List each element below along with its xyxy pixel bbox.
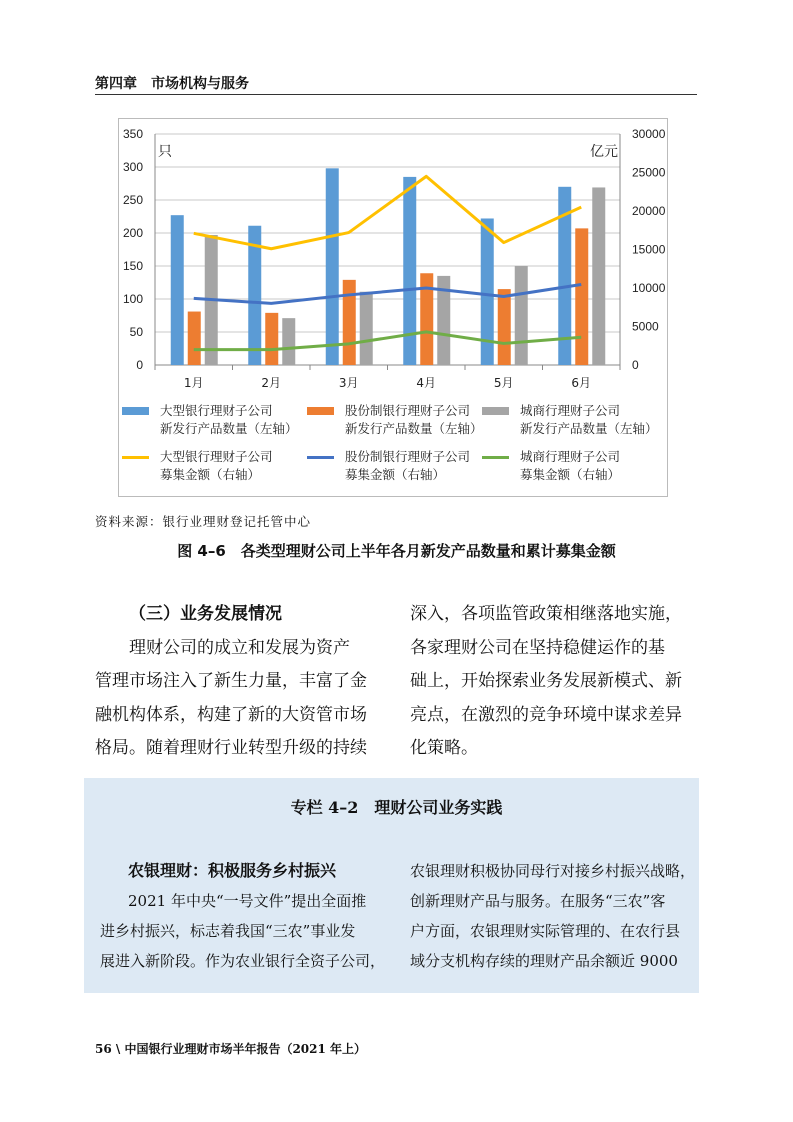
y-tick-label: 350 <box>122 127 143 141</box>
bar-3-2月 <box>282 318 295 365</box>
bar-2-3月 <box>343 280 356 365</box>
text-line: 2021 年中央“一号文件”提出全面推 <box>128 892 367 910</box>
legend-label: 城商行理财子公司 <box>520 449 621 464</box>
y2-tick-label: 0 <box>632 358 639 372</box>
text-line: 亮点，在激烈的竞争环境中谋求差异 <box>410 704 682 725</box>
box-heading: 农银理财：积极服务乡村振兴 <box>128 861 337 880</box>
legend-sublabel: 募集金额（右轴） <box>345 467 446 482</box>
legend-label: 城商行理财子公司 <box>520 403 621 418</box>
legend-label: 大型银行理财子公司 <box>160 403 273 418</box>
bar-1-1月 <box>171 215 184 365</box>
legend-label: 股份制银行理财子公司 <box>345 403 471 418</box>
y-tick-label: 200 <box>122 226 143 240</box>
legend-sublabel: 募集金额（右轴） <box>520 467 621 482</box>
legend-item <box>520 448 620 484</box>
y2-tick-label: 15000 <box>632 242 666 257</box>
text-line: 各家理财公司在坚持稳健运作的基 <box>410 637 665 658</box>
box-right-column <box>410 856 700 976</box>
bar-3-3月 <box>360 292 373 365</box>
legend-line-swatch <box>307 456 334 459</box>
box-title: 专栏 4–2 理财公司业务实践 <box>290 798 503 817</box>
source-note: 资料来源：银行业理财登记托管中心 <box>95 514 312 529</box>
y2-tick-label: 20000 <box>632 204 666 218</box>
bar-3-5月 <box>515 266 528 365</box>
bar-2-2月 <box>265 313 278 365</box>
y-tick-label: 250 <box>122 193 143 207</box>
bar-1-3月 <box>326 168 339 365</box>
y2-tick-label: 30000 <box>632 127 666 141</box>
left-column <box>95 598 383 766</box>
text-line: 创新理财产品与服务。在服务“三农”客 <box>410 892 666 910</box>
y2-tick-label: 5000 <box>632 319 659 334</box>
x-tick-label: 1月 <box>183 376 204 390</box>
bar-2-6月 <box>575 228 588 365</box>
x-tick-label: 2月 <box>261 376 282 390</box>
text-line: 展进入新阶段。作为农业银行全资子公司， <box>100 952 386 970</box>
legend-sublabel: 募集金额（右轴） <box>160 467 261 482</box>
legend-line-swatch <box>122 456 149 459</box>
legend-bar-swatch <box>482 407 509 415</box>
text-line: 格局。随着理财行业转型升级的持续 <box>95 738 367 758</box>
legend-item <box>345 402 483 438</box>
text-line: 础上，开始探索业务发展新模式、新 <box>410 671 682 691</box>
x-tick-label: 3月 <box>338 376 359 390</box>
box-left-column <box>100 856 385 976</box>
legend-label: 大型银行理财子公司 <box>160 449 273 464</box>
y-tick-label: 300 <box>122 160 143 174</box>
figure-title: 图 4–6 各类型理财公司上半年各月新发产品数量和累计募集金额 <box>177 542 616 560</box>
bar-3-6月 <box>592 187 605 365</box>
legend-sublabel: 新发行产品数量（左轴） <box>520 421 658 436</box>
text-line: 理财公司的成立和发展为资产 <box>129 637 350 658</box>
x-tick-label: 5月 <box>493 376 514 390</box>
x-tick-label: 4月 <box>416 376 437 390</box>
chapter-header: 第四章 市场机构与服务 <box>95 76 249 92</box>
header-divider <box>95 94 697 95</box>
y2-tick-label: 25000 <box>632 165 666 180</box>
chart <box>118 118 668 497</box>
legend-item <box>345 448 470 484</box>
bar-1-4月 <box>403 177 416 365</box>
legend-line-swatch <box>482 456 509 459</box>
text-line: 化策略。 <box>410 738 478 758</box>
y-tick-label: 100 <box>122 292 143 306</box>
text-line: 进乡村振兴，标志着我国“三农”事业发 <box>100 922 356 940</box>
x-tick-label: 6月 <box>571 376 592 390</box>
text-line: 深入，各项监管政策相继落地实施， <box>410 604 682 624</box>
text-line: 管理市场注入了新生力量，丰富了金 <box>95 671 367 691</box>
y-axis-unit: 只 <box>158 144 172 160</box>
legend-item <box>520 402 658 438</box>
page-footer: 56 \ 中国银行业理财市场半年报告（2021 年上） <box>95 1042 367 1056</box>
legend-sublabel: 新发行产品数量（左轴） <box>345 421 483 436</box>
text-line: 域分支机构存续的理财产品余额近 9000 <box>410 952 678 970</box>
text-line: 融机构体系，构建了新的大资管市场 <box>95 704 367 725</box>
bar-2-5月 <box>498 289 511 365</box>
text-line: 户方面，农银理财实际管理的、在农行县 <box>410 922 681 940</box>
right-column <box>410 598 700 766</box>
text-line: 农银理财积极协同母行对接乡村振兴战略， <box>410 862 696 880</box>
legend-label: 股份制银行理财子公司 <box>345 449 471 464</box>
y-tick-label: 150 <box>122 259 143 273</box>
legend-item <box>160 402 298 438</box>
y-tick-label: 0 <box>136 358 143 372</box>
legend-item <box>160 448 273 484</box>
bar-2-1月 <box>188 312 201 365</box>
legend-bar-swatch <box>307 407 334 415</box>
legend-sublabel: 新发行产品数量（左轴） <box>160 421 298 436</box>
y-tick-label: 50 <box>129 325 143 339</box>
section-heading: （三）业务发展情况 <box>129 604 282 624</box>
y2-axis-unit: 亿元 <box>590 144 618 160</box>
legend-bar-swatch <box>122 407 149 415</box>
y2-tick-label: 10000 <box>632 281 666 295</box>
